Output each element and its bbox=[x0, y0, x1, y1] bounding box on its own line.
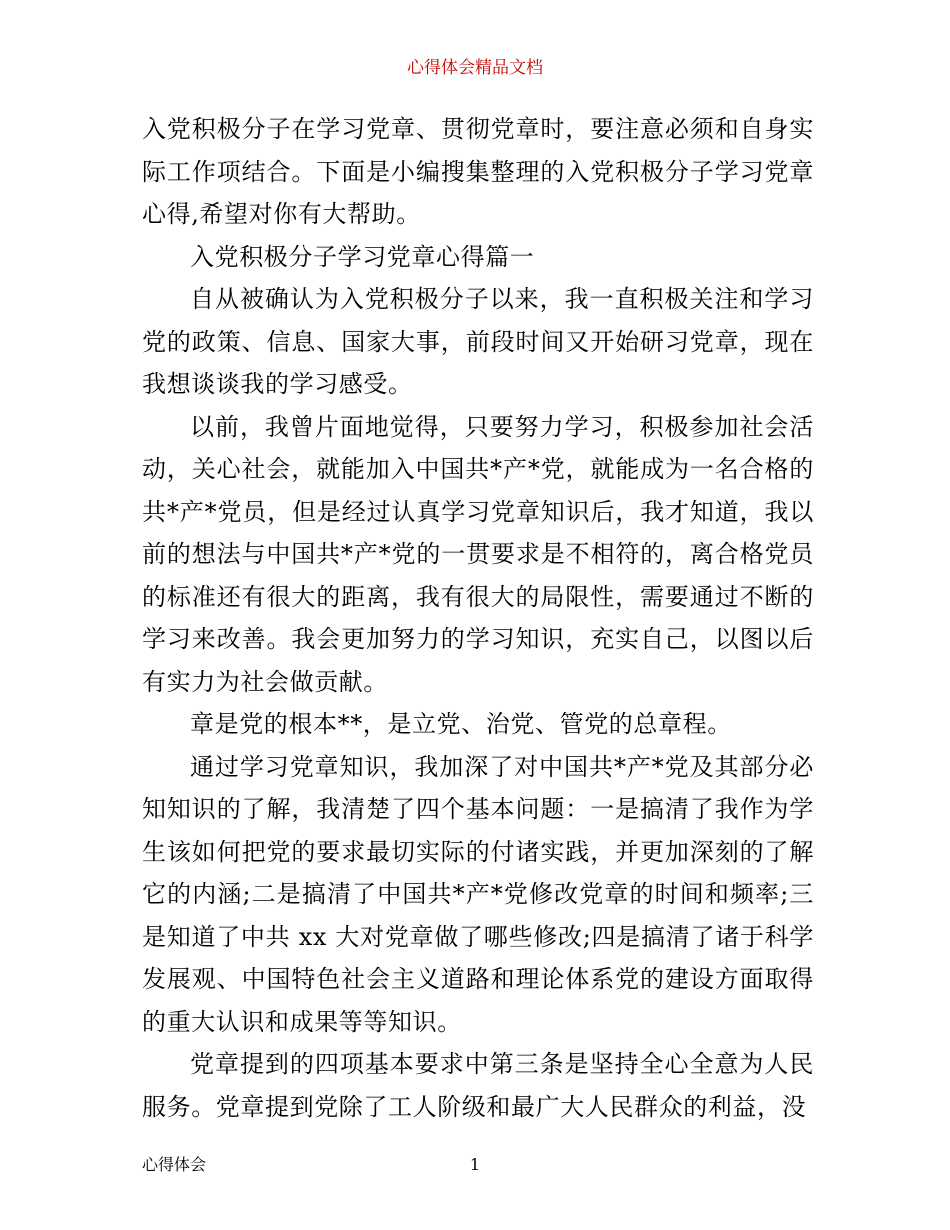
paragraph: 章是党的根本**，是立党、治党、管党的总章程。 bbox=[190, 710, 732, 738]
page-header-title: 心得体会精品文档 bbox=[407, 58, 543, 78]
footer-label: 心得体会 bbox=[142, 1155, 207, 1174]
page-number: 1 bbox=[469, 1155, 481, 1174]
document-body bbox=[142, 108, 814, 1128]
paragraph: 通过学习党章知识，我加深了对中国共*产*党及其部分必知知识的了解，我清楚了四个基本问题：一是搞清了我作为学生该如何把党的要求最切实际的付诸实践，并更加深刻的了解它的内涵;二是搞清了中国共*产*党修改党章的时间和频率;三是知道了中共 xx 大对党章做了哪些修改;四是搞清了诸于科学发展观、中国特色社会主义道路和理论体系党的建设方面取得的重大认识和成果等等知识。 bbox=[142, 752, 814, 1036]
paragraph: 以前，我曾片面地觉得，只要努力学习，积极参加社会活动，关心社会，就能加入中国共*产*党，就能成为一名合格的共*产*党员，但是经过认真学习党章知识后，我才知道，我以前的想法与中国共*产*党的一贯要求是不相符的，离合格党员的标准还有很大的距离，我有很大的局限性，需要通过不断的学习来改善。我会更加努力的学习知识，充实自己，以图以后有实力为社会做贡献。 bbox=[142, 412, 814, 696]
paragraph-section-heading: 入党积极分子学习党章心得篇一 bbox=[190, 242, 535, 271]
paragraph: 党章提到的四项基本要求中第三条是坚持全心全意为人民服务。党章提到党除了工人阶级和最广大人民群众的利益，没 bbox=[142, 1050, 814, 1121]
paragraph: 自从被确认为入党积极分子以来，我一直积极关注和学习党的政策、信息、国家大事，前段时间又开始研习党章，现在我想谈谈我的学习感受。 bbox=[142, 285, 814, 398]
paragraph-intro: 入党积极分子在学习党章、贯彻党章时，要注意必须和自身实际工作项结合。下面是小编搜集整理的入党积极分子学习党章心得,希望对你有大帮助。 bbox=[142, 115, 814, 228]
